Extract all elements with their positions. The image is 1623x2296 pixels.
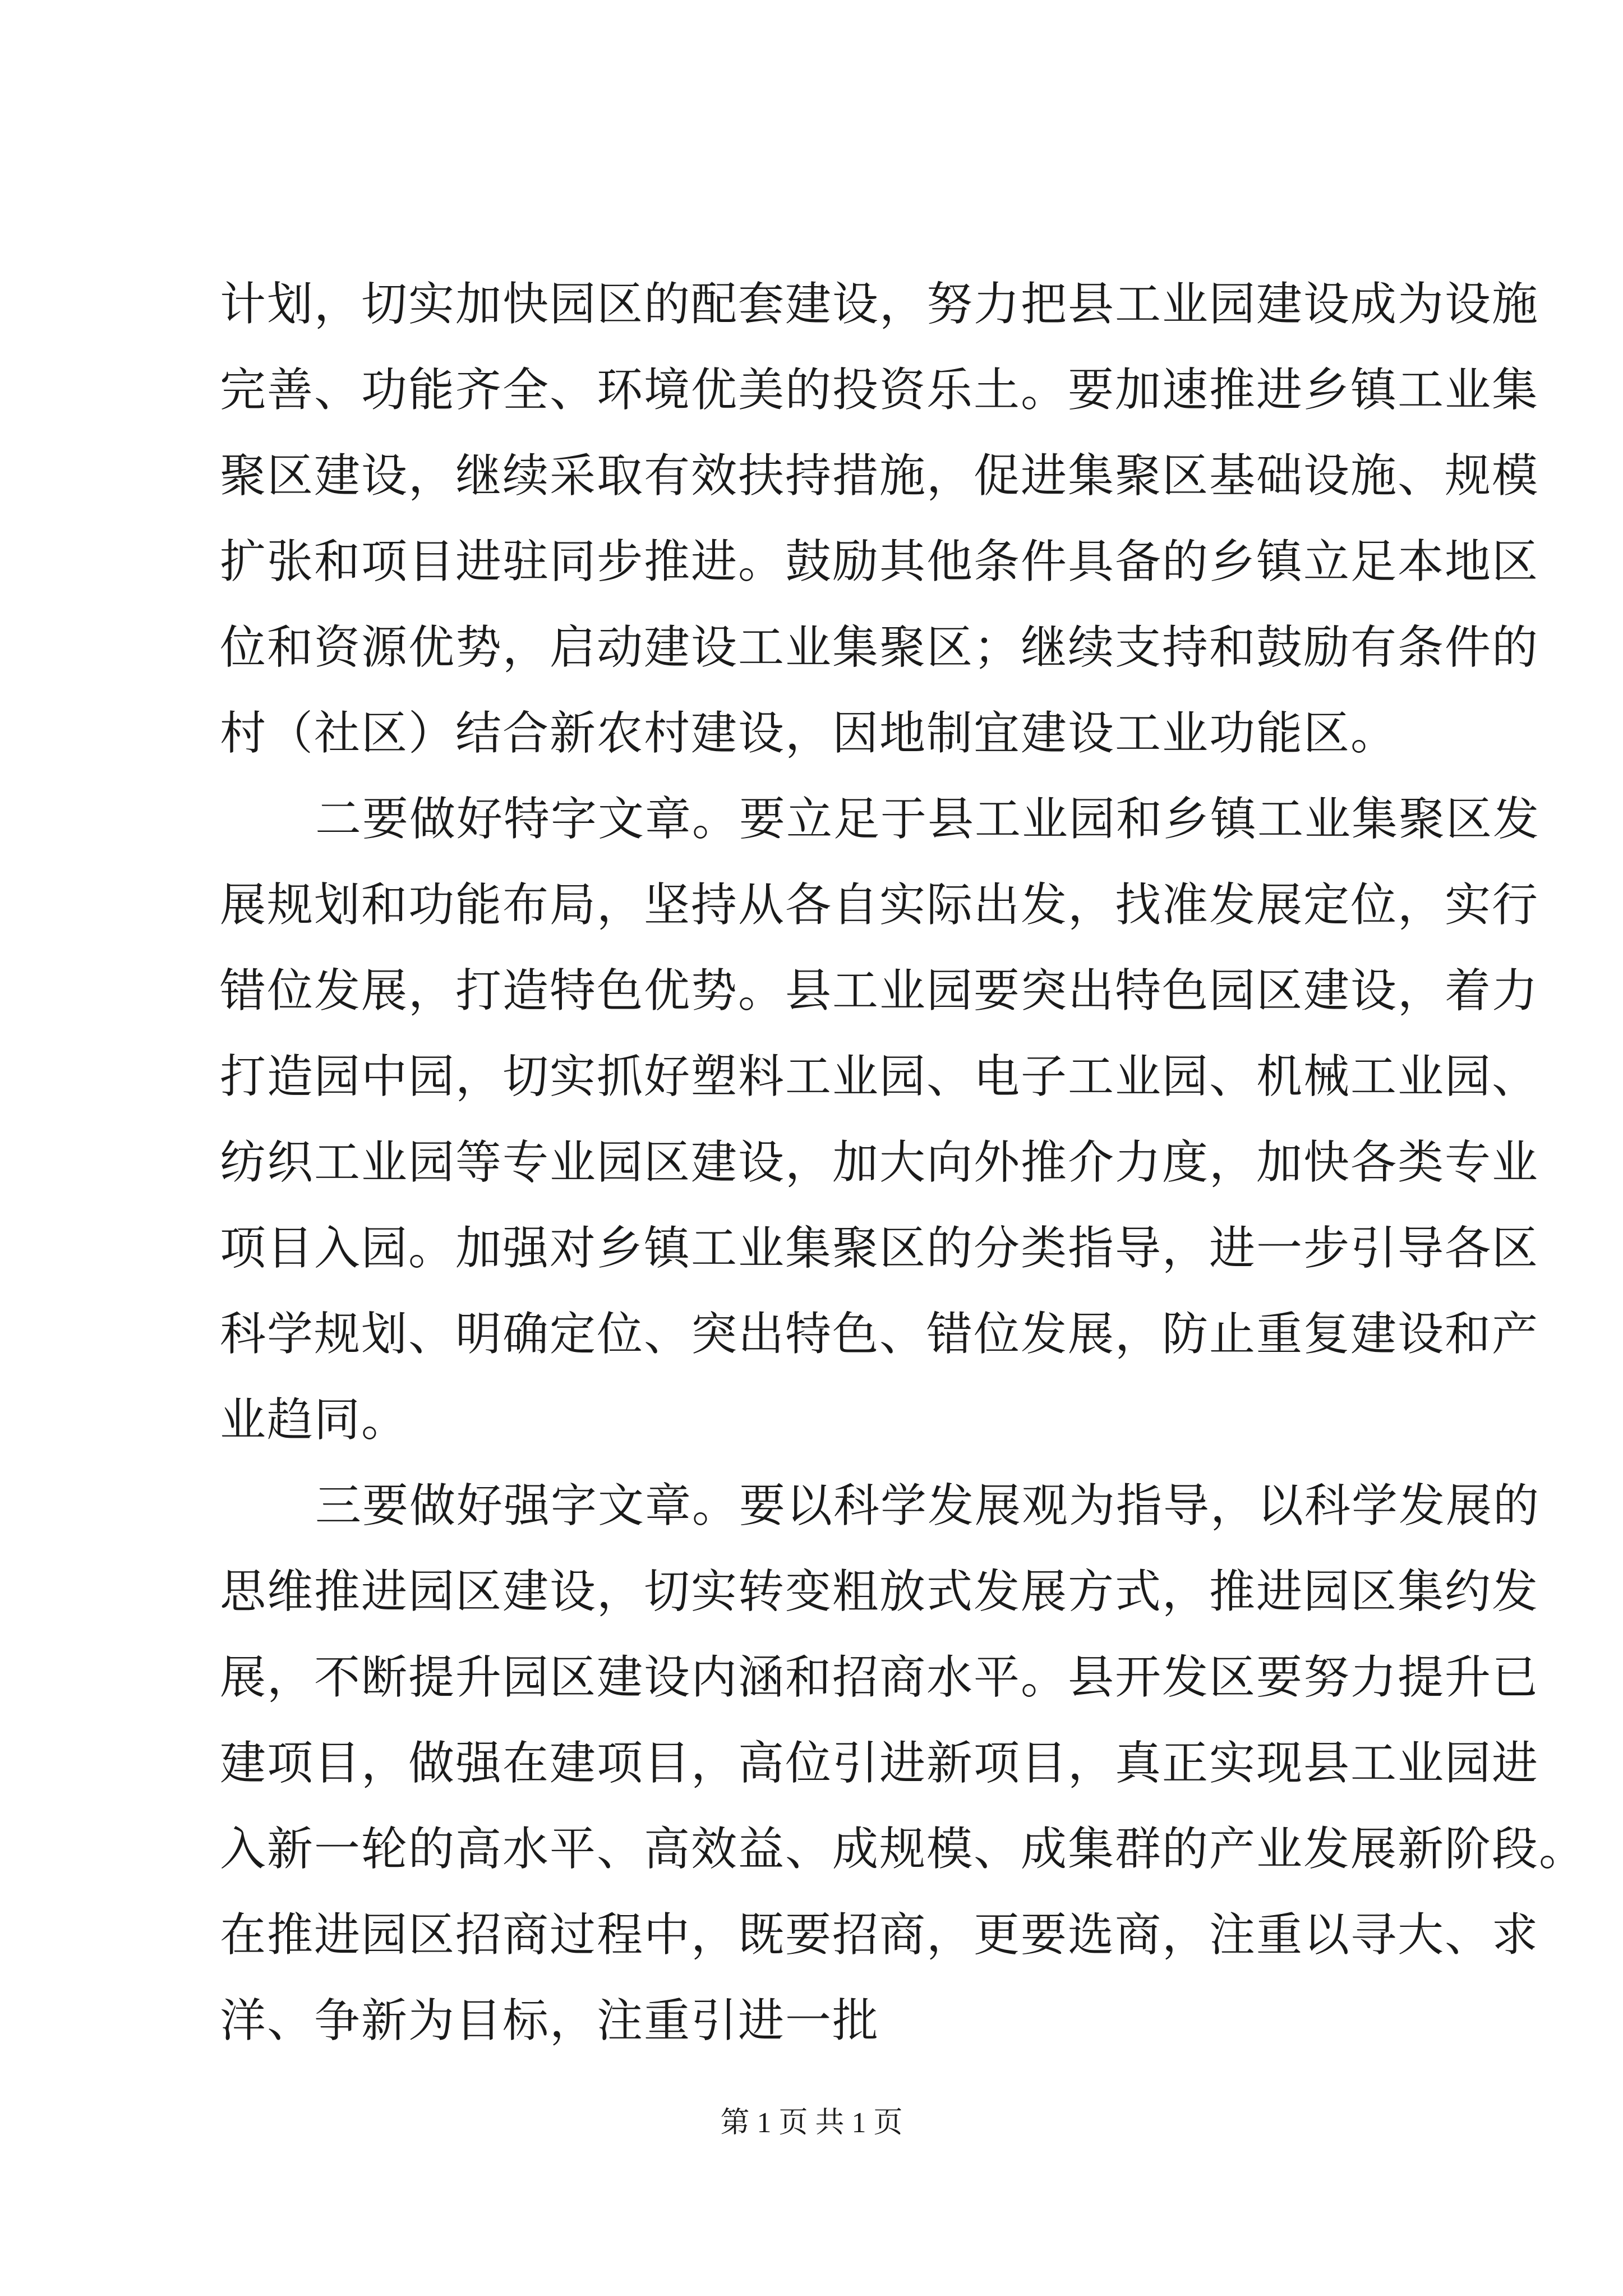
text-line: 展，不断提升园区建设内涵和招商水平。县开发区要努力提升已	[220, 1651, 1539, 1704]
text-line: 在推进园区招商过程中，既要招商，更要选商，注重以寻大、求	[220, 1908, 1539, 1962]
text-line: 纺织工业园等专业园区建设，加大向外推介力度，加快各类专业	[220, 1136, 1539, 1189]
text-line: 展规划和功能布局，坚持从各自实际出发，找准发展定位，实行	[220, 878, 1539, 932]
text-line: 三要做好强字文章。要以科学发展观为指导，以科学发展的	[315, 1479, 1541, 1533]
text-line: 业趋同。	[220, 1393, 409, 1447]
text-line: 思维推进园区建设，切实转变粗放式发展方式，推进园区集约发	[220, 1565, 1539, 1618]
text-line: 计划，切实加快园区的配套建设，努力把县工业园建设成为设施	[220, 278, 1539, 331]
text-line: 入新一轮的高水平、高效益、成规模、成集群的产业发展新阶段。	[220, 1823, 1587, 1876]
text-line: 错位发展，打造特色优势。县工业园要突出特色园区建设，着力	[220, 964, 1539, 1018]
text-line: 项目入园。加强对乡镇工业集聚区的分类指导，进一步引导各区	[220, 1222, 1539, 1275]
text-line: 二要做好特字文章。要立足于县工业园和乡镇工业集聚区发	[315, 793, 1541, 846]
text-line: 村（社区）结合新农村建设，因地制宜建设工业功能区。	[220, 707, 1398, 760]
text-line: 扩张和项目进驻同步推进。鼓励其他条件具备的乡镇立足本地区	[220, 535, 1539, 588]
text-line: 洋、争新为目标，注重引进一批	[220, 1994, 880, 2047]
text-line: 打造园中园，切实抓好塑料工业园、电子工业园、机械工业园、	[220, 1050, 1539, 1103]
text-line: 建项目，做强在建项目，高位引进新项目，真正实现县工业园进	[220, 1737, 1539, 1790]
text-line: 聚区建设，继续采取有效扶持措施，促进集聚区基础设施、规模	[220, 449, 1539, 503]
body-text	[220, 261, 1587, 2064]
text-line: 完善、功能齐全、环境优美的投资乐土。要加速推进乡镇工业集	[220, 364, 1539, 417]
text-line: 位和资源优势，启动建设工业集聚区；继续支持和鼓励有条件的	[220, 621, 1539, 674]
text-line: 科学规划、明确定位、突出特色、错位发展，防止重复建设和产	[220, 1308, 1539, 1361]
page-footer: 第 1 页 共 1 页	[720, 2107, 903, 2139]
